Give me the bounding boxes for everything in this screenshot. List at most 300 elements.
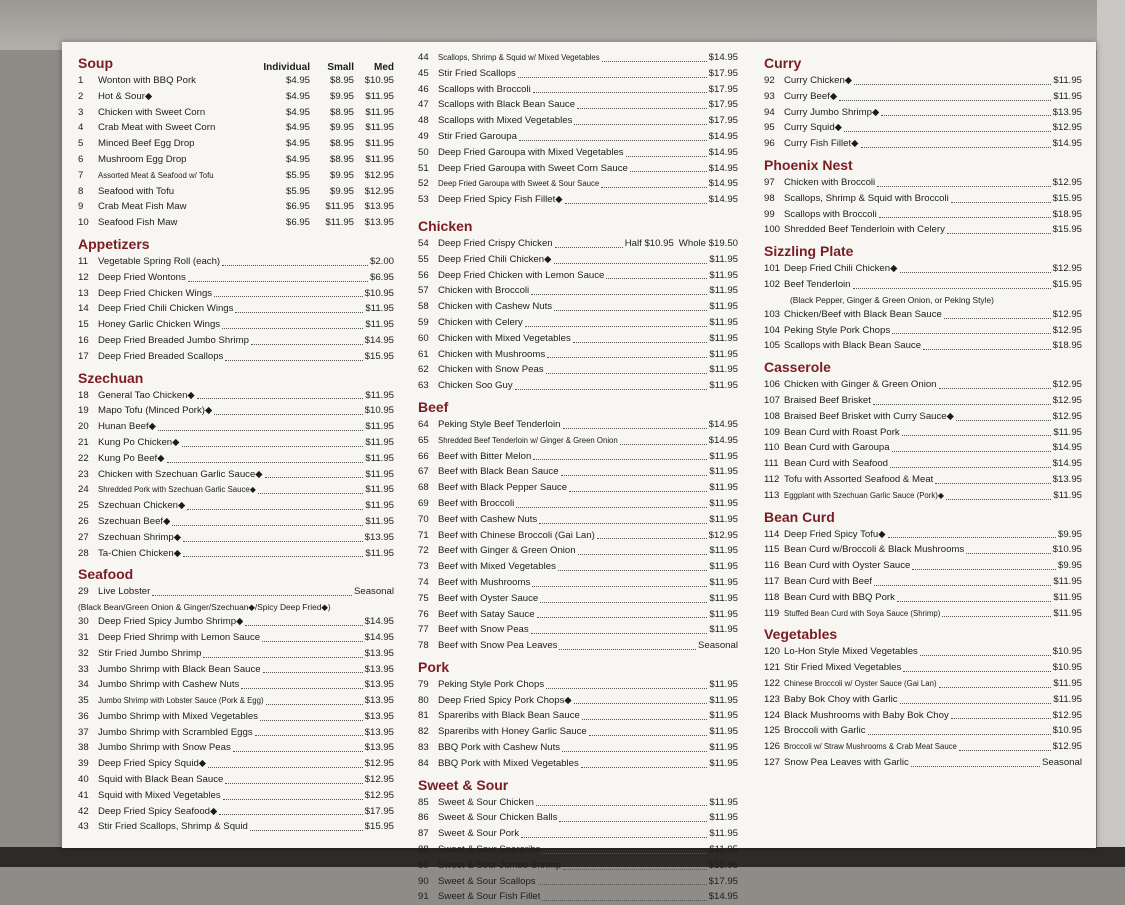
menu-item	[78, 546, 394, 562]
item-name: Tofu with Assorted Seafood & Meat	[784, 473, 934, 485]
item-price: $11.95	[709, 624, 738, 636]
leader-dots	[515, 389, 708, 390]
item-number: 97	[764, 176, 775, 188]
item-price: $11.95	[325, 217, 354, 229]
item-price: $10.95	[1052, 646, 1082, 658]
leader-dots	[559, 821, 707, 822]
item-number: 122	[764, 677, 781, 689]
item-price: $11.95	[365, 468, 394, 480]
item-name: Szechuan Beef◆	[98, 515, 171, 527]
item-number: 89	[418, 859, 429, 871]
item-number: 71	[418, 529, 429, 541]
item-number: 77	[418, 624, 429, 636]
menu-item	[78, 530, 394, 546]
item-name: Deep Fried Garoupa with Mixed Vegetables	[438, 146, 624, 158]
casserole-list	[764, 377, 1082, 503]
leader-dots	[946, 499, 1052, 500]
item-name: Beef with Satay Sauce	[438, 608, 535, 620]
menu-item	[764, 191, 1082, 207]
item-price: $15.95	[1052, 278, 1082, 290]
item-name: Beef with Chinese Broccoli (Gai Lan)	[438, 529, 595, 541]
item-number: 119	[764, 607, 780, 619]
leader-dots	[562, 751, 707, 752]
item-number: 78	[418, 640, 429, 652]
menu-item	[764, 277, 1082, 293]
section-title-beef: Beef	[418, 398, 449, 415]
leader-dots	[225, 360, 362, 361]
menu-item	[78, 614, 394, 630]
leader-dots	[873, 404, 1051, 405]
item-number: 114	[764, 528, 780, 540]
item-price: $11.95	[709, 844, 738, 856]
item-price: $12.95	[708, 529, 738, 541]
menu-item	[764, 338, 1082, 354]
item-number: 18	[78, 389, 89, 401]
item-price: $11.95	[709, 380, 738, 392]
menu-item	[78, 630, 394, 646]
item-number: 31	[78, 631, 89, 643]
menu-item	[78, 584, 394, 600]
item-number: 41	[78, 789, 89, 801]
item-number: 127	[764, 756, 781, 768]
item-name: Broccoli with Garlic	[784, 725, 866, 737]
background-right	[1097, 0, 1125, 867]
item-name: Chicken Soo Guy	[438, 380, 513, 392]
menu-item	[764, 105, 1082, 121]
item-number: 55	[418, 253, 429, 265]
leader-dots	[903, 671, 1050, 672]
leader-dots	[542, 853, 707, 854]
item-name: Beef Tenderloin	[784, 278, 851, 290]
item-number: 47	[418, 99, 429, 111]
item-name: Scallops, Shrimp & Squid w/ Mixed Vegetables	[438, 53, 600, 62]
leader-dots	[966, 553, 1050, 554]
item-name: Chicken with Szechuan Garlic Sauce◆	[98, 468, 263, 480]
item-price: $10.95	[1052, 725, 1082, 737]
item-price: $5.95	[285, 169, 310, 181]
leader-dots	[533, 459, 707, 460]
item-price: $14.95	[708, 178, 738, 190]
menu-item	[764, 136, 1082, 152]
item-name: Stir Fried Mixed Vegetables	[784, 662, 902, 674]
item-price: $11.95	[709, 450, 738, 462]
section-title-bean-curd: Bean Curd	[764, 508, 835, 525]
leader-dots	[574, 703, 708, 704]
menu-item	[418, 161, 738, 177]
leader-dots	[554, 310, 707, 311]
item-name: Lo-Hon Style Mixed Vegetables	[784, 646, 918, 658]
item-name: Curry Fish Fillet◆	[784, 138, 859, 150]
item-name: Curry Beef◆	[784, 90, 838, 102]
menu-item	[78, 254, 394, 270]
menu-item	[418, 192, 738, 208]
item-number: 94	[764, 106, 775, 118]
item-name: Deep Fried Spicy Tofu◆	[784, 528, 886, 540]
section-title-appetizers: Appetizers	[78, 235, 150, 252]
item-number: 39	[78, 758, 89, 770]
section-title-sweet-sour: Sweet & Sour	[418, 776, 509, 793]
item-price: $12.95	[364, 789, 394, 801]
item-price-whole: Whole $19.50	[678, 237, 738, 249]
item-number: 62	[418, 364, 429, 376]
item-price: $11.95	[709, 497, 738, 509]
item-price: $11.95	[709, 812, 738, 824]
menu-item	[78, 788, 394, 804]
item-number: 11	[78, 255, 88, 267]
menu-column-3	[764, 50, 1082, 771]
item-price: $14.95	[708, 162, 738, 174]
leader-dots	[630, 171, 707, 172]
item-price: $11.95	[709, 576, 738, 588]
bean-curd-list	[764, 527, 1082, 622]
item-number: 109	[764, 426, 781, 438]
item-name: Scallops with Black Bean Sauce	[784, 340, 922, 352]
menu-item	[764, 222, 1082, 238]
menu-item	[78, 152, 394, 168]
item-name: Deep Fried Spicy Fish Fillet◆	[438, 194, 563, 206]
item-price: $4.95	[285, 138, 310, 150]
menu-item	[78, 435, 394, 451]
item-number: 13	[78, 287, 89, 299]
leader-dots	[183, 556, 363, 557]
item-number: 96	[764, 138, 775, 150]
item-name: Stir Fried Garoupa	[438, 130, 517, 142]
item-price: $14.95	[1052, 442, 1082, 454]
menu-item	[78, 693, 394, 709]
item-price: $12.95	[364, 185, 394, 197]
leader-dots	[233, 751, 363, 752]
item-name: Deep Fried Spicy Jumbo Shrimp◆	[98, 616, 244, 628]
section-title-casserole: Casserole	[764, 359, 831, 376]
item-price: $14.95	[708, 891, 738, 903]
item-number: 1	[78, 75, 84, 86]
item-price: $12.95	[364, 169, 394, 181]
seafood-continued-list	[418, 50, 738, 208]
menu-item	[78, 168, 394, 184]
menu-item	[764, 542, 1082, 558]
menu-item	[764, 425, 1082, 441]
item-name: Deep Fried Shrimp with Lemon Sauce	[98, 631, 261, 643]
menu-item	[764, 755, 1082, 771]
menu-item	[78, 349, 394, 365]
leader-dots	[577, 108, 707, 109]
pork-list	[418, 677, 738, 772]
menu-item	[78, 301, 394, 317]
beef-tenderloin-options-note: (Black Pepper, Ginger & Green Onion, or Peking Style)	[790, 294, 994, 305]
item-number: 21	[78, 436, 89, 448]
leader-dots	[839, 100, 1051, 101]
item-number: 83	[418, 742, 429, 754]
menu-item	[764, 73, 1082, 89]
item-number: 101	[764, 263, 781, 275]
item-name: Stir Fried Jumbo Shrimp	[98, 647, 202, 659]
menu-item	[78, 646, 394, 662]
leader-dots	[892, 451, 1051, 452]
item-name: Kung Po Beef◆	[98, 452, 165, 464]
item-price: $12.95	[1052, 308, 1082, 320]
item-name: Braised Beef Brisket with Curry Sauce◆	[784, 410, 955, 422]
menu-item	[78, 120, 394, 136]
item-number: 81	[418, 710, 429, 722]
leader-dots	[956, 420, 1051, 421]
leader-dots	[208, 767, 362, 768]
item-price: $11.95	[709, 364, 738, 376]
item-number: 25	[78, 500, 89, 512]
leader-dots	[258, 493, 364, 494]
item-name: Bean Curd with Beef	[784, 575, 872, 587]
leader-dots	[888, 537, 1056, 538]
menu-item	[418, 449, 738, 465]
item-number: 43	[78, 821, 89, 833]
leader-dots	[582, 719, 708, 720]
item-price: $11.95	[709, 513, 738, 525]
item-price: $11.95	[365, 138, 394, 150]
item-number: 103	[764, 308, 781, 320]
item-name: Sweet & Sour Fish Fillet	[438, 891, 541, 903]
leader-dots	[897, 601, 1051, 602]
item-price: $11.95	[1053, 693, 1082, 705]
item-price: $11.95	[709, 348, 738, 360]
item-name: Bean Curd with Oyster Sauce	[784, 560, 911, 572]
item-price: $2.00	[369, 255, 394, 267]
item-price: $9.95	[1057, 560, 1082, 572]
item-number: 44	[418, 52, 429, 63]
item-price: $14.95	[1052, 138, 1082, 150]
item-number: 54	[418, 237, 429, 249]
item-number: 14	[78, 303, 89, 315]
item-name: Scallops, Shrimp & Squid with Broccoli	[784, 192, 949, 204]
item-name: BBQ Pork with Cashew Nuts	[438, 742, 561, 754]
menu-item	[418, 559, 738, 575]
item-number: 60	[418, 332, 429, 344]
item-number: 53	[418, 194, 429, 206]
item-price: $12.95	[1052, 176, 1082, 188]
item-number: 6	[78, 153, 84, 165]
item-price: $11.95	[709, 757, 738, 769]
leader-dots	[920, 655, 1051, 656]
menu-item	[418, 480, 738, 496]
item-price: $13.95	[364, 663, 394, 675]
menu-item	[418, 528, 738, 544]
menu-item	[418, 82, 738, 98]
item-price: $8.95	[329, 138, 354, 150]
leader-dots	[951, 202, 1051, 203]
item-price: $12.95	[1052, 741, 1082, 753]
soup-header	[78, 50, 394, 73]
item-number: 118	[764, 591, 780, 603]
item-name: Peking Style Beef Tenderloin	[438, 418, 561, 430]
item-name: Peking Style Pork Chops	[784, 324, 891, 336]
leader-dots	[555, 247, 623, 248]
menu-item	[418, 66, 738, 82]
item-price: $10.95	[364, 405, 394, 417]
item-number: 30	[78, 616, 89, 628]
item-price: $14.95	[708, 130, 738, 142]
leader-dots	[951, 718, 1051, 719]
leader-dots	[225, 783, 362, 784]
soup-col-small: Small	[327, 62, 354, 73]
menu-item	[78, 184, 394, 200]
item-price: $14.95	[708, 146, 738, 158]
item-price: $17.95	[708, 67, 738, 79]
item-price: $11.95	[365, 153, 394, 165]
leader-dots	[939, 687, 1052, 688]
item-price: $17.95	[364, 805, 394, 817]
item-name: Jumbo Shrimp with Mixed Vegetables	[98, 710, 258, 722]
leader-dots	[546, 688, 707, 689]
item-price: $4.95	[285, 75, 310, 86]
item-name: Shredded Pork with Szechuan Garlic Sauce◆	[98, 485, 256, 495]
menu-item	[764, 323, 1082, 339]
section-title-chicken: Chicken	[418, 217, 473, 234]
menu-item	[78, 467, 394, 483]
leader-dots	[879, 217, 1051, 218]
item-number: 45	[418, 67, 429, 79]
item-number: 17	[78, 350, 89, 362]
menu-item	[418, 417, 738, 433]
item-number: 85	[418, 796, 429, 808]
item-name: Curry Jumbo Shrimp◆	[784, 106, 880, 118]
leader-dots	[944, 318, 1051, 319]
item-number: 24	[78, 484, 89, 496]
menu-item	[418, 378, 738, 394]
item-number: 69	[418, 497, 429, 509]
menu-item	[418, 795, 738, 811]
menu-item	[418, 810, 738, 826]
leader-dots	[537, 617, 708, 618]
item-number: 86	[418, 812, 429, 824]
item-price: $11.95	[365, 436, 394, 448]
item-name: Sweet & Sour Scallops	[438, 875, 536, 887]
item-price: $9.95	[329, 90, 354, 102]
item-number: 19	[78, 405, 89, 417]
item-price: Seasonal	[697, 640, 738, 652]
menu-item	[418, 97, 738, 113]
item-price: $18.95	[1052, 208, 1082, 220]
menu-item	[418, 842, 738, 858]
item-name: Sweet & Sour Spareribs	[438, 844, 541, 856]
menu-item	[764, 440, 1082, 456]
item-number: 110	[764, 442, 780, 454]
item-number: 27	[78, 531, 89, 543]
item-price: $15.95	[364, 821, 394, 833]
item-number: 105	[764, 340, 781, 352]
leader-dots	[531, 294, 707, 295]
menu-item	[764, 723, 1082, 739]
item-price: $14.95	[708, 418, 738, 430]
menu-item	[78, 677, 394, 693]
item-number: 29	[78, 586, 89, 598]
item-name: Shredded Beef Tenderloin with Celery	[784, 224, 945, 236]
item-price: $11.95	[1053, 607, 1082, 619]
item-name: Curry Squid◆	[784, 122, 843, 134]
item-name: Wonton with BBQ Pork	[98, 75, 196, 86]
item-name: Deep Fried Spicy Seafood◆	[98, 805, 218, 817]
menu-item	[78, 388, 394, 404]
item-name: Szechuan Shrimp◆	[98, 531, 182, 543]
item-name: Shredded Beef Tenderloin w/ Ginger & Green Onion	[438, 435, 618, 445]
section-title-vegetables: Vegetables	[764, 626, 838, 643]
leader-dots	[546, 373, 708, 374]
menu-item	[764, 120, 1082, 136]
leader-dots	[569, 491, 707, 492]
leader-dots	[900, 272, 1051, 273]
menu-column-1	[78, 50, 394, 835]
item-number: 115	[764, 544, 780, 556]
item-name: Ta-Chien Chicken◆	[98, 547, 182, 559]
menu-item	[418, 724, 738, 740]
sweet-sour-list	[418, 795, 738, 905]
soup-col-individual: Individual	[263, 62, 310, 73]
item-name: Live Lobster	[98, 586, 151, 598]
leader-dots	[900, 703, 1052, 704]
menu-item	[418, 677, 738, 693]
sizzling-list-b	[764, 307, 1082, 354]
item-name: Beef with Bitter Melon	[438, 450, 532, 462]
menu-item	[764, 409, 1082, 425]
section-title-sizzling-plate: Sizzling Plate	[764, 243, 854, 260]
menu-item	[764, 456, 1082, 472]
item-price: $6.95	[369, 271, 394, 283]
item-price: $8.95	[329, 153, 354, 165]
item-price: $11.95	[1053, 75, 1082, 86]
item-price: $14.95	[364, 334, 394, 346]
item-name: Hunan Beef◆	[98, 421, 157, 433]
item-price-half: Half $10.95	[624, 237, 674, 249]
item-price: $4.95	[285, 122, 310, 134]
item-price: $13.95	[364, 726, 394, 738]
menu-item	[418, 145, 738, 161]
item-price: $12.95	[1052, 324, 1082, 336]
item-price: $11.95	[709, 828, 738, 840]
item-name: Beef with Cashew Nuts	[438, 513, 538, 525]
menu-item	[764, 574, 1082, 590]
item-price: $10.95	[1052, 662, 1082, 674]
item-name: Squid with Mixed Vegetables	[98, 789, 221, 801]
leader-dots	[959, 750, 1051, 751]
menu-item	[764, 644, 1082, 660]
leader-dots	[197, 398, 364, 399]
section-title-soup: Soup	[78, 55, 113, 71]
item-number: 100	[764, 224, 781, 236]
leader-dots	[589, 735, 708, 736]
menu-item	[78, 482, 394, 498]
item-name: Stir Fried Scallops, Shrimp & Squid	[98, 821, 248, 833]
item-number: 46	[418, 83, 429, 95]
menu-column-2	[418, 50, 738, 905]
item-price: $13.95	[364, 695, 394, 707]
leader-dots	[531, 633, 708, 634]
leader-dots	[519, 140, 707, 141]
item-number: 9	[78, 201, 84, 213]
item-price: $11.95	[709, 253, 738, 265]
leader-dots	[214, 296, 363, 297]
item-price: $11.95	[709, 726, 738, 738]
item-number: 38	[78, 742, 89, 754]
item-price: $12.95	[364, 758, 394, 770]
item-number: 68	[418, 482, 429, 494]
menu-item	[78, 105, 394, 121]
item-name: Deep Fried Chili Chicken◆	[784, 263, 898, 275]
item-number: 64	[418, 418, 429, 430]
item-price: $12.95	[1052, 394, 1082, 406]
menu-item	[418, 113, 738, 129]
item-price: $13.95	[364, 742, 394, 754]
menu-item	[418, 756, 738, 772]
menu-item	[78, 403, 394, 419]
item-name: Deep Fried Chili Chicken Wings	[98, 303, 234, 315]
item-name: Deep Fried Wontons	[98, 271, 186, 283]
